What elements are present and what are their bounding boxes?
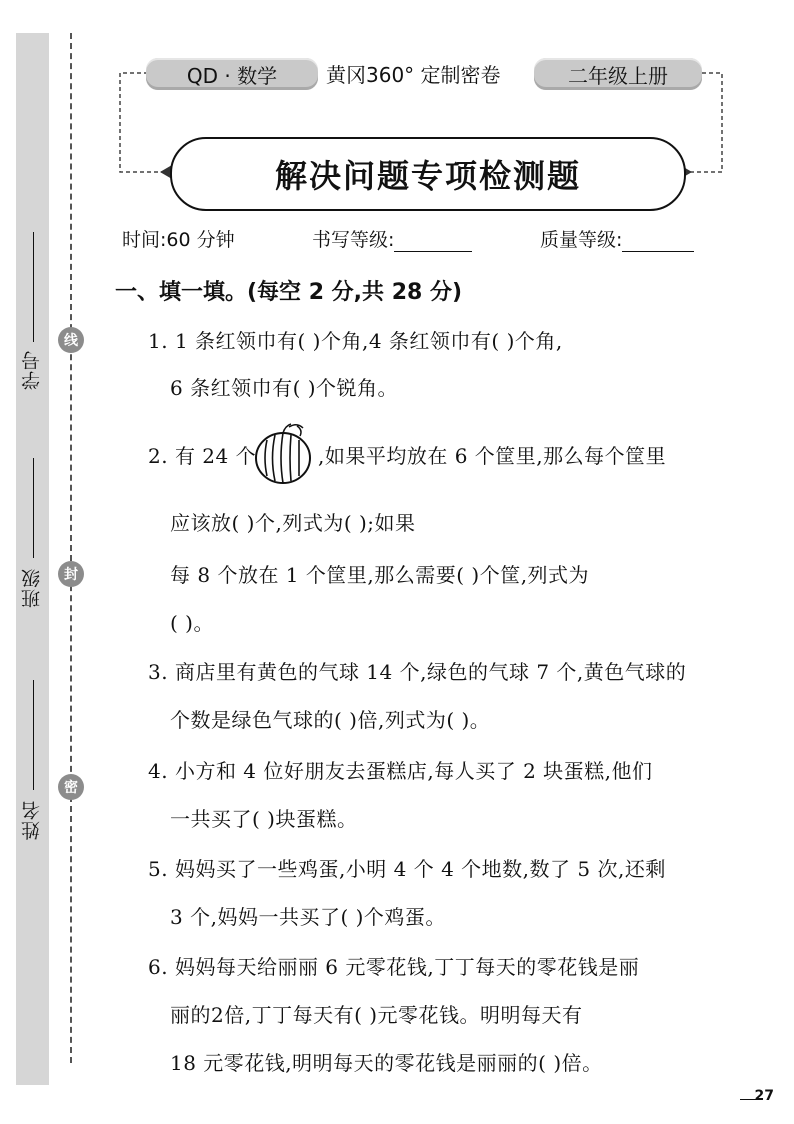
time-label: 时间:60 分钟: [122, 229, 235, 251]
grade-pill: 二年级上册: [534, 58, 702, 90]
q5-line2: 3 个,妈妈一共买了( )个鸡蛋。: [170, 905, 446, 929]
seal-feng: 封: [58, 561, 84, 587]
quality-grade-label: 质量等级:: [540, 229, 623, 251]
q2-line1a: 2. 有 24 个: [148, 444, 257, 468]
name-label: 姓名: [21, 800, 43, 840]
series-title: 黄冈360° 定制密卷: [326, 63, 501, 87]
q2-line1b: ,如果平均放在 6 个筐里,那么每个筐里: [318, 444, 667, 468]
writing-grade: [312, 225, 472, 252]
section-title: 一、填一填。(每空 2 分,共 28 分): [115, 280, 463, 305]
quality-grade: [540, 225, 694, 252]
student-id-label: 学号: [21, 350, 43, 390]
seal-mi: 密: [58, 774, 84, 800]
q3-line2: 个数是绿色气球的( )倍,列式为( )。: [170, 708, 491, 732]
class-label: 班级: [21, 568, 43, 608]
q5-line1: 5. 妈妈买了一些鸡蛋,小明 4 个 4 个地数,数了 5 次,还剩: [148, 857, 666, 881]
watermelon-icon: [253, 418, 321, 486]
q6-line3: 18 元零花钱,明明每天的零花钱是丽丽的( )倍。: [170, 1051, 603, 1075]
writing-grade-blank[interactable]: [394, 229, 472, 252]
page-title: 解决问题专项检测题: [170, 137, 686, 211]
q2-line2: 应该放( )个,列式为( );如果: [170, 511, 416, 535]
quality-grade-blank[interactable]: [622, 229, 694, 252]
q3-line1: 3. 商店里有黄色的气球 14 个,绿色的气球 7 个,黄色气球的: [148, 660, 687, 684]
q4-line2: 一共买了( )块蛋糕。: [170, 807, 358, 831]
name-line: [33, 680, 34, 790]
student-id-line: [33, 232, 34, 342]
page-number: 27: [754, 1088, 774, 1104]
q1-line2: 6 条红领巾有( )个锐角。: [170, 376, 399, 400]
subject-pill: QD · 数学: [146, 58, 318, 90]
q6-line2: 丽的2倍,丁丁每天有( )元零花钱。明明每天有: [170, 1003, 583, 1027]
seal-xian: 线: [58, 327, 84, 353]
q2-line4: ( )。: [170, 611, 214, 635]
class-line: [33, 458, 34, 558]
q1-line1: 1. 1 条红领巾有( )个角,4 条红领巾有( )个角,: [148, 329, 563, 353]
q4-line1: 4. 小方和 4 位好朋友去蛋糕店,每人买了 2 块蛋糕,他们: [148, 759, 653, 783]
q2-line3: 每 8 个放在 1 个筐里,那么需要( )个筐,列式为: [170, 563, 590, 587]
writing-grade-label: 书写等级:: [312, 229, 395, 251]
q6-line1: 6. 妈妈每天给丽丽 6 元零花钱,丁丁每天的零花钱是丽: [148, 955, 640, 979]
